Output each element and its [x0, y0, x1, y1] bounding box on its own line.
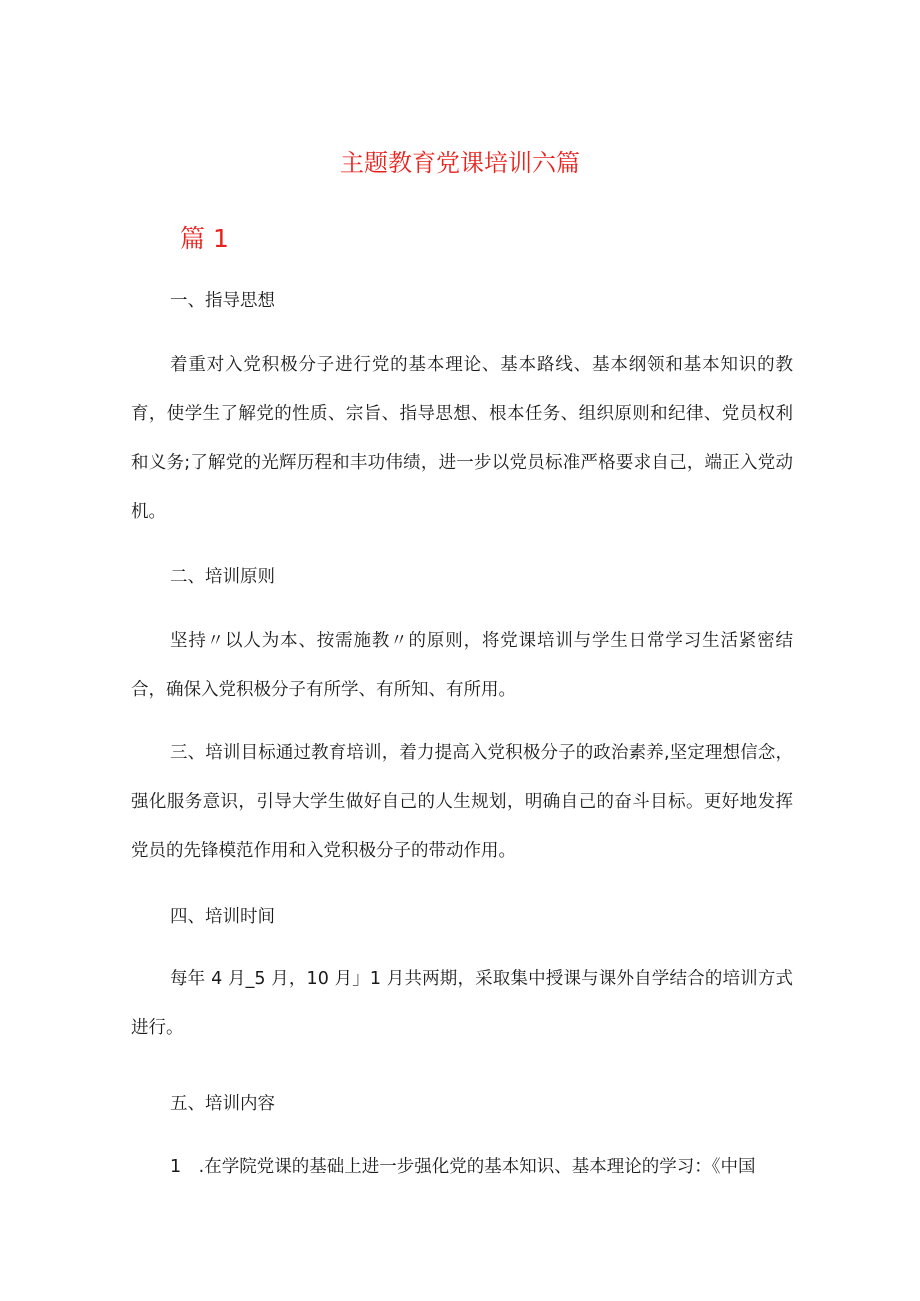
- document-title: 主题教育党课培训六篇: [340, 149, 580, 177]
- section-paragraph-training-content: 1 .在学院党课的基础上进一步强化党的基本知识、基本理论的学习：《中国: [170, 1157, 756, 1177]
- part-label: 篇 1: [180, 224, 229, 253]
- section-paragraph-training-goal: 三、培训目标通过教育培训，着力提高入党积极分子的政治素养,坚定理想信念，强化服务意识，引导大学生做好自己的人生规划，明确自己的奋斗目标。更好地发挥党员的先锋模范作用和入党积极分子的带动作用。: [131, 743, 793, 861]
- section-heading-training-principle: 二、培训原则: [170, 567, 275, 587]
- section-paragraph-training-time: 每年 4 月_5 月，10 月」1 月共两期，采取集中授课与课外自学结合的培训方式进行。: [131, 969, 793, 1038]
- section-paragraph-guiding-ideology: 着重对入党积极分子进行党的基本理论、基本路线、基本纲领和基本知识的教育，使学生了解党的性质、宗旨、指导思想、根本任务、组织原则和纪律、党员权利和义务;了解党的光辉历程和丰功伟绩，进一步以党员标准严格要求自己，端正入党动机。: [131, 355, 793, 522]
- section-heading-guiding-ideology: 一、指导思想: [170, 291, 275, 311]
- section-heading-training-time: 四、培训时间: [170, 907, 275, 927]
- section-paragraph-training-principle: 坚持〃以人为本、按需施教〃的原则，将党课培训与学生日常学习生活紧密结合，确保入党积极分子有所学、有所知、有所用。: [131, 631, 793, 700]
- section-heading-training-content: 五、培训内容: [170, 1094, 275, 1114]
